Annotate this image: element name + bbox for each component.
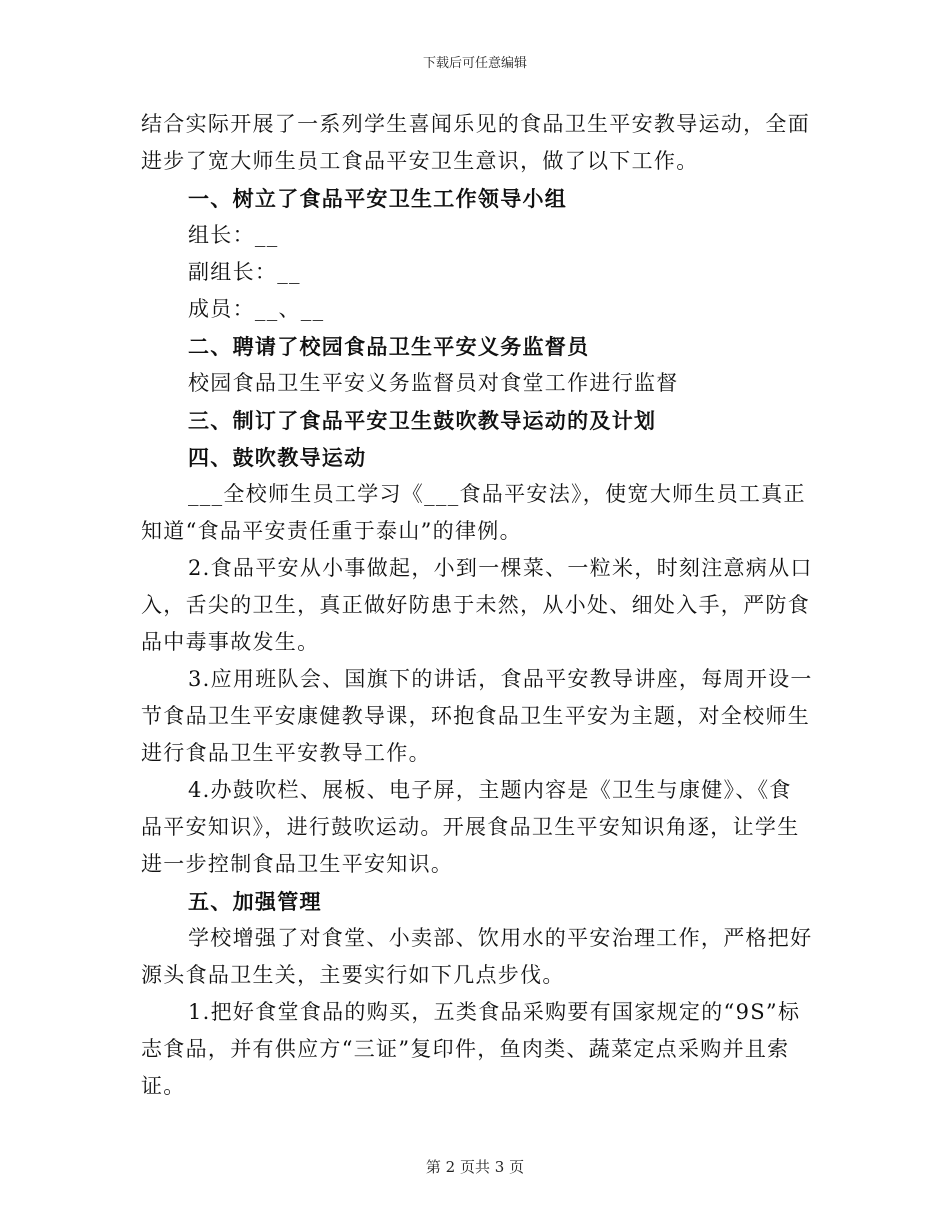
text-line: 进步了宽大师生员工食品平安卫生意识，做了以下工作。 xyxy=(141,149,699,173)
text-line: 节食品卫生平安康健教导课，环抱食品卫生平安为主题，对全校师生 xyxy=(141,704,810,728)
text-line: 进一步控制食品卫生平安知识。 xyxy=(141,852,454,876)
text-line: 3.应用班队会、国旗下的讲话，食品平安教导讲座，每周开设一 xyxy=(188,667,813,691)
text-line: 品平安知识》，进行鼓吹运动。开展食品卫生平安知识角逐，让学生 xyxy=(141,815,800,839)
text-line: 进行食品卫生平安教导工作。 xyxy=(141,741,431,765)
section-heading: 二、聘请了校园食品卫生平安义务监督员 xyxy=(188,334,590,359)
text-line: 入，舌尖的卫生，真正做好防患于未然，从小处、细处入手，严防食 xyxy=(141,593,810,617)
text-line: 2.食品平安从小事做起，小到一棵菜、一粒米，时刻注意病从口 xyxy=(188,556,813,580)
text-line: 知道“食品平安责任重于泰山”的律例。 xyxy=(141,519,522,543)
text-line: 组长：__ xyxy=(188,223,279,247)
document-body xyxy=(141,106,813,1105)
text-line: 证。 xyxy=(141,1074,186,1098)
text-line: 结合实际开展了一系列学生喜闻乐见的食品卫生平安教导运动，全面 xyxy=(141,112,810,136)
text-line: 学校增强了对食堂、小卖部、饮用水的平安治理工作，严格把好 xyxy=(188,926,813,950)
text-line: 源头食品卫生关，主要实行如下几点步伐。 xyxy=(141,963,565,987)
text-line: 1.把好食堂食品的购买，五类食品采购要有国家规定的“9S”标 xyxy=(188,1000,801,1024)
section-heading: 三、制订了食品平安卫生鼓吹教导运动的及计划 xyxy=(188,408,657,433)
text-line: 成员：__、__ xyxy=(188,297,325,321)
text-line: 品中毒事故发生。 xyxy=(141,630,320,654)
page-header: 下载后可任意编辑 xyxy=(422,56,527,71)
text-line: 校园食品卫生平安义务监督员对食堂工作进行监督 xyxy=(188,371,679,395)
text-line: ___全校师生员工学习《___食品平安法》，使宽大师生员工真正 xyxy=(188,482,806,506)
section-heading: 五、加强管理 xyxy=(188,889,322,914)
text-line: 志食品，并有供应方“三证”复印件，鱼肉类、蔬菜定点采购并且索 xyxy=(141,1037,790,1061)
section-heading: 一、树立了食品平安卫生工作领导小组 xyxy=(188,186,568,211)
text-line: 4.办鼓吹栏、展板、电子屏，主题内容是《卫生与康健》、《食 xyxy=(188,778,792,802)
text-line: 副组长：__ xyxy=(188,260,301,284)
section-heading: 四、鼓吹教导运动 xyxy=(188,445,367,470)
page-footer: 第 2 页共 3 页 xyxy=(425,1158,525,1176)
